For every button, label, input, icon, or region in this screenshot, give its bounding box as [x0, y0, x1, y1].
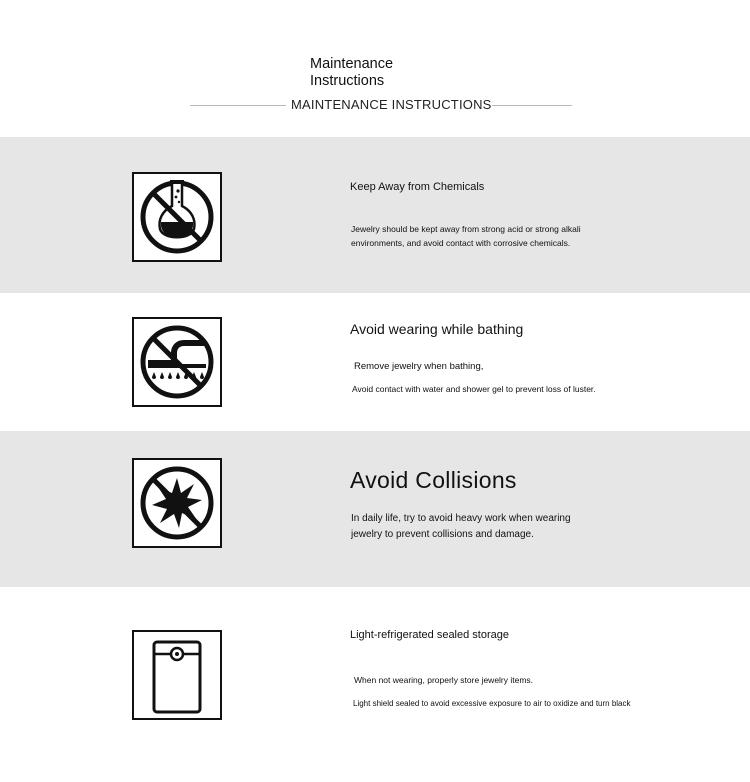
- divider-left: [190, 105, 286, 106]
- collisions-title: Avoid Collisions: [350, 467, 517, 493]
- bathing-title: Avoid wearing while bathing: [350, 321, 524, 337]
- page-title: Maintenance Instructions: [310, 56, 394, 89]
- no-chemicals-flask-svg: [134, 174, 220, 260]
- section-chemicals: [0, 137, 750, 293]
- no-chemicals-flask-icon: [132, 172, 222, 262]
- collisions-description: In daily life, try to avoid heavy work when wearing jewelry to prevent collisions and damage.: [351, 513, 571, 540]
- bathing-description-1: Remove jewelry when bathing,: [354, 361, 484, 372]
- no-bathing-shower-icon: [132, 317, 222, 407]
- chemicals-description: Jewelry should be kept away from strong acid or strong alkali environments, and avoid contact with corrosive chemicals.: [351, 224, 581, 248]
- bathing-description-2: Avoid contact with water and shower gel to prevent loss of luster.: [352, 384, 596, 394]
- no-bathing-shower-svg: [134, 319, 220, 405]
- storage-title: Light-refrigerated sealed storage: [350, 629, 509, 641]
- storage-description-1: When not wearing, properly store jewelry items.: [354, 675, 534, 685]
- chemicals-title: Keep Away from Chemicals: [350, 181, 485, 193]
- divider-right: [492, 105, 572, 106]
- sealed-storage-bag-svg: [134, 632, 220, 718]
- section-collisions: [0, 431, 750, 587]
- no-collision-burst-svg: [134, 460, 220, 546]
- no-collision-burst-icon: [132, 458, 222, 548]
- subtitle-row: [190, 97, 575, 115]
- page-header: [0, 0, 750, 137]
- sealed-storage-bag-icon: [132, 630, 222, 720]
- storage-description-2: Light shield sealed to avoid excessive exposure to air to oxidize and turn black: [353, 699, 631, 708]
- page-subtitle: MAINTENANCE INSTRUCTIONS: [291, 97, 492, 112]
